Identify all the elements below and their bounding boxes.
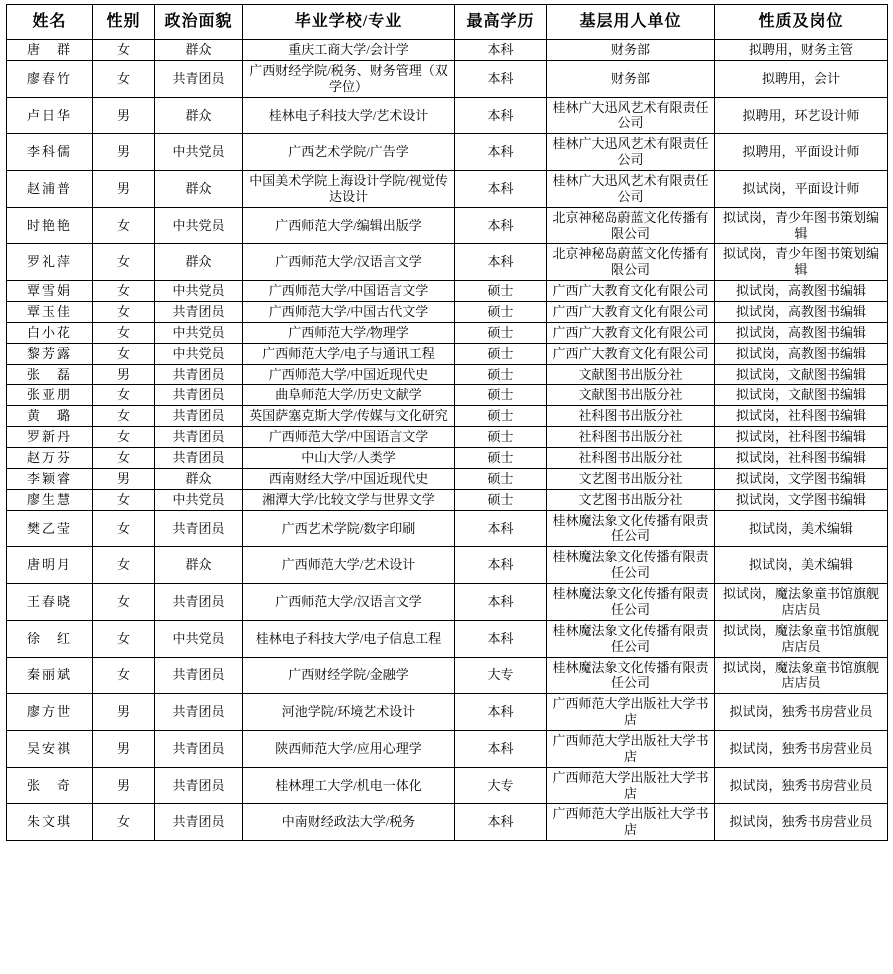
cell-nature-and-post: 拟试岗，独秀书房营业员 xyxy=(715,730,888,767)
cell-name: 樊乙莹 xyxy=(7,510,93,547)
table-row xyxy=(7,343,888,364)
cell-nature-and-post: 拟试岗，文献图书编辑 xyxy=(715,364,888,385)
cell-gender: 男 xyxy=(93,134,155,171)
cell-name: 秦丽斌 xyxy=(7,657,93,694)
cell-highest-degree: 本科 xyxy=(455,134,547,171)
cell-highest-degree: 本科 xyxy=(455,60,547,97)
cell-name: 廖春竹 xyxy=(7,60,93,97)
column-header-nature-and-post: 性质及岗位 xyxy=(715,5,888,40)
cell-name: 罗新丹 xyxy=(7,427,93,448)
cell-highest-degree: 大专 xyxy=(455,657,547,694)
cell-highest-degree: 硕士 xyxy=(455,406,547,427)
cell-nature-and-post: 拟试岗，高教图书编辑 xyxy=(715,281,888,302)
cell-gender: 女 xyxy=(93,510,155,547)
cell-name: 廖方世 xyxy=(7,694,93,731)
cell-highest-degree: 硕士 xyxy=(455,364,547,385)
cell-school-major: 英国萨塞克斯大学/传媒与文化研究 xyxy=(243,406,455,427)
cell-gender: 女 xyxy=(93,584,155,621)
table-header-row xyxy=(7,5,888,40)
cell-name: 赵浦普 xyxy=(7,171,93,208)
cell-employer-unit: 财务部 xyxy=(547,40,715,61)
cell-name: 赵万芬 xyxy=(7,448,93,469)
cell-nature-and-post: 拟试岗，文学图书编辑 xyxy=(715,489,888,510)
cell-highest-degree: 大专 xyxy=(455,767,547,804)
cell-school-major: 中国美术学院上海设计学院/视觉传达设计 xyxy=(243,171,455,208)
column-header-name: 姓名 xyxy=(7,5,93,40)
cell-nature-and-post: 拟试岗，高教图书编辑 xyxy=(715,322,888,343)
table-row xyxy=(7,767,888,804)
table-row xyxy=(7,134,888,171)
cell-name: 黎芳露 xyxy=(7,343,93,364)
cell-nature-and-post: 拟试岗，社科图书编辑 xyxy=(715,427,888,448)
cell-highest-degree: 硕士 xyxy=(455,302,547,323)
cell-school-major: 中南财经政法大学/税务 xyxy=(243,804,455,841)
cell-political-status: 共青团员 xyxy=(155,302,243,323)
cell-nature-and-post: 拟试岗，社科图书编辑 xyxy=(715,448,888,469)
cell-political-status: 群众 xyxy=(155,171,243,208)
cell-school-major: 广西师范大学/中国语言文学 xyxy=(243,427,455,448)
cell-political-status: 中共党员 xyxy=(155,134,243,171)
cell-highest-degree: 本科 xyxy=(455,620,547,657)
table-row xyxy=(7,322,888,343)
cell-nature-and-post: 拟试岗，青少年图书策划编辑 xyxy=(715,207,888,244)
cell-political-status: 群众 xyxy=(155,97,243,134)
cell-highest-degree: 硕士 xyxy=(455,489,547,510)
cell-gender: 男 xyxy=(93,468,155,489)
cell-school-major: 中山大学/人类学 xyxy=(243,448,455,469)
cell-name: 黄 璐 xyxy=(7,406,93,427)
table-row xyxy=(7,694,888,731)
table-row xyxy=(7,171,888,208)
table-row xyxy=(7,620,888,657)
cell-name: 王春晓 xyxy=(7,584,93,621)
cell-employer-unit: 文艺图书出版分社 xyxy=(547,468,715,489)
cell-nature-and-post: 拟试岗，美术编辑 xyxy=(715,510,888,547)
cell-nature-and-post: 拟试岗，独秀书房营业员 xyxy=(715,767,888,804)
cell-name: 唐 群 xyxy=(7,40,93,61)
cell-school-major: 广西艺术学院/数字印刷 xyxy=(243,510,455,547)
cell-political-status: 群众 xyxy=(155,40,243,61)
table-row xyxy=(7,427,888,448)
cell-gender: 男 xyxy=(93,730,155,767)
cell-highest-degree: 本科 xyxy=(455,171,547,208)
cell-name: 卢日华 xyxy=(7,97,93,134)
table-row xyxy=(7,406,888,427)
cell-name: 朱文琪 xyxy=(7,804,93,841)
cell-name: 张 磊 xyxy=(7,364,93,385)
cell-name: 吴安祺 xyxy=(7,730,93,767)
table-row xyxy=(7,281,888,302)
cell-school-major: 广西师范大学/物理学 xyxy=(243,322,455,343)
cell-name: 李颖睿 xyxy=(7,468,93,489)
cell-highest-degree: 硕士 xyxy=(455,385,547,406)
cell-gender: 女 xyxy=(93,489,155,510)
cell-gender: 女 xyxy=(93,302,155,323)
table-row xyxy=(7,40,888,61)
recruitment-roster-table xyxy=(6,4,888,841)
table-row xyxy=(7,385,888,406)
cell-employer-unit: 广西广大教育文化有限公司 xyxy=(547,281,715,302)
cell-employer-unit: 广西师范大学出版社大学书店 xyxy=(547,767,715,804)
cell-employer-unit: 桂林魔法象文化传播有限责任公司 xyxy=(547,657,715,694)
cell-political-status: 共青团员 xyxy=(155,767,243,804)
cell-political-status: 群众 xyxy=(155,468,243,489)
cell-highest-degree: 硕士 xyxy=(455,281,547,302)
cell-political-status: 共青团员 xyxy=(155,385,243,406)
cell-employer-unit: 桂林广大迅风艺术有限责任公司 xyxy=(547,97,715,134)
cell-political-status: 群众 xyxy=(155,547,243,584)
cell-nature-and-post: 拟试岗，高教图书编辑 xyxy=(715,343,888,364)
cell-political-status: 共青团员 xyxy=(155,364,243,385)
cell-name: 时艳艳 xyxy=(7,207,93,244)
table-row xyxy=(7,510,888,547)
table-row xyxy=(7,302,888,323)
cell-highest-degree: 本科 xyxy=(455,510,547,547)
cell-employer-unit: 财务部 xyxy=(547,60,715,97)
cell-name: 李科儒 xyxy=(7,134,93,171)
cell-highest-degree: 本科 xyxy=(455,730,547,767)
cell-employer-unit: 文献图书出版分社 xyxy=(547,385,715,406)
cell-nature-and-post: 拟聘用，平面设计师 xyxy=(715,134,888,171)
cell-name: 张亚朋 xyxy=(7,385,93,406)
cell-school-major: 桂林电子科技大学/电子信息工程 xyxy=(243,620,455,657)
cell-political-status: 中共党员 xyxy=(155,620,243,657)
cell-nature-and-post: 拟试岗，文学图书编辑 xyxy=(715,468,888,489)
cell-employer-unit: 文献图书出版分社 xyxy=(547,364,715,385)
cell-highest-degree: 本科 xyxy=(455,547,547,584)
cell-school-major: 广西财经学院/税务、财务管理（双学位） xyxy=(243,60,455,97)
cell-nature-and-post: 拟试岗，独秀书房营业员 xyxy=(715,694,888,731)
table-row xyxy=(7,730,888,767)
column-header-employer-unit: 基层用人单位 xyxy=(547,5,715,40)
cell-name: 张 奇 xyxy=(7,767,93,804)
cell-school-major: 广西师范大学/电子与通讯工程 xyxy=(243,343,455,364)
cell-political-status: 共青团员 xyxy=(155,584,243,621)
cell-school-major: 桂林电子科技大学/艺术设计 xyxy=(243,97,455,134)
cell-nature-and-post: 拟试岗，魔法象童书馆旗舰店店员 xyxy=(715,657,888,694)
cell-school-major: 广西师范大学/中国近现代史 xyxy=(243,364,455,385)
table-row xyxy=(7,657,888,694)
cell-school-major: 曲阜师范大学/历史文献学 xyxy=(243,385,455,406)
cell-nature-and-post: 拟试岗，魔法象童书馆旗舰店店员 xyxy=(715,620,888,657)
table-row xyxy=(7,448,888,469)
cell-political-status: 共青团员 xyxy=(155,427,243,448)
cell-school-major: 广西财经学院/金融学 xyxy=(243,657,455,694)
cell-employer-unit: 桂林魔法象文化传播有限责任公司 xyxy=(547,510,715,547)
cell-employer-unit: 广西师范大学出版社大学书店 xyxy=(547,730,715,767)
cell-school-major: 广西师范大学/汉语言文学 xyxy=(243,244,455,281)
cell-political-status: 共青团员 xyxy=(155,406,243,427)
cell-gender: 女 xyxy=(93,385,155,406)
cell-highest-degree: 硕士 xyxy=(455,322,547,343)
cell-gender: 男 xyxy=(93,171,155,208)
cell-highest-degree: 本科 xyxy=(455,97,547,134)
cell-political-status: 共青团员 xyxy=(155,694,243,731)
cell-political-status: 中共党员 xyxy=(155,343,243,364)
cell-gender: 女 xyxy=(93,343,155,364)
cell-highest-degree: 本科 xyxy=(455,244,547,281)
cell-gender: 女 xyxy=(93,448,155,469)
cell-name: 廖生慧 xyxy=(7,489,93,510)
cell-employer-unit: 广西广大教育文化有限公司 xyxy=(547,343,715,364)
cell-highest-degree: 硕士 xyxy=(455,427,547,448)
cell-nature-and-post: 拟聘用，环艺设计师 xyxy=(715,97,888,134)
cell-gender: 女 xyxy=(93,657,155,694)
cell-gender: 女 xyxy=(93,322,155,343)
cell-highest-degree: 硕士 xyxy=(455,343,547,364)
cell-gender: 女 xyxy=(93,281,155,302)
cell-name: 覃雪娟 xyxy=(7,281,93,302)
cell-nature-and-post: 拟试岗，社科图书编辑 xyxy=(715,406,888,427)
table-row xyxy=(7,547,888,584)
table-row xyxy=(7,584,888,621)
table-body xyxy=(7,40,888,841)
cell-school-major: 广西师范大学/中国古代文学 xyxy=(243,302,455,323)
column-header-gender: 性别 xyxy=(93,5,155,40)
cell-employer-unit: 广西广大教育文化有限公司 xyxy=(547,302,715,323)
cell-employer-unit: 广西广大教育文化有限公司 xyxy=(547,322,715,343)
cell-gender: 女 xyxy=(93,620,155,657)
cell-political-status: 中共党员 xyxy=(155,322,243,343)
cell-nature-and-post: 拟试岗，平面设计师 xyxy=(715,171,888,208)
cell-political-status: 共青团员 xyxy=(155,730,243,767)
cell-nature-and-post: 拟试岗，魔法象童书馆旗舰店店员 xyxy=(715,584,888,621)
cell-employer-unit: 文艺图书出版分社 xyxy=(547,489,715,510)
cell-nature-and-post: 拟试岗，美术编辑 xyxy=(715,547,888,584)
cell-name: 唐明月 xyxy=(7,547,93,584)
table-row xyxy=(7,97,888,134)
cell-highest-degree: 硕士 xyxy=(455,468,547,489)
table-row xyxy=(7,364,888,385)
cell-school-major: 西南财经大学/中国近现代史 xyxy=(243,468,455,489)
cell-gender: 女 xyxy=(93,40,155,61)
cell-highest-degree: 本科 xyxy=(455,804,547,841)
cell-gender: 男 xyxy=(93,97,155,134)
cell-gender: 女 xyxy=(93,60,155,97)
cell-political-status: 中共党员 xyxy=(155,207,243,244)
cell-gender: 女 xyxy=(93,244,155,281)
cell-nature-and-post: 拟试岗，独秀书房营业员 xyxy=(715,804,888,841)
cell-gender: 女 xyxy=(93,207,155,244)
cell-gender: 女 xyxy=(93,547,155,584)
cell-employer-unit: 社科图书出版分社 xyxy=(547,427,715,448)
cell-name: 徐 红 xyxy=(7,620,93,657)
cell-employer-unit: 北京神秘岛蔚蓝文化传播有限公司 xyxy=(547,244,715,281)
cell-nature-and-post: 拟试岗，高教图书编辑 xyxy=(715,302,888,323)
cell-gender: 女 xyxy=(93,427,155,448)
cell-political-status: 共青团员 xyxy=(155,510,243,547)
cell-nature-and-post: 拟聘用，财务主管 xyxy=(715,40,888,61)
table-header xyxy=(7,5,888,40)
cell-name: 白小花 xyxy=(7,322,93,343)
column-header-school-major: 毕业学校/专业 xyxy=(243,5,455,40)
cell-political-status: 中共党员 xyxy=(155,489,243,510)
cell-political-status: 共青团员 xyxy=(155,804,243,841)
table-row xyxy=(7,468,888,489)
cell-employer-unit: 桂林魔法象文化传播有限责任公司 xyxy=(547,584,715,621)
cell-school-major: 广西师范大学/汉语言文学 xyxy=(243,584,455,621)
cell-school-major: 陕西师范大学/应用心理学 xyxy=(243,730,455,767)
table-row xyxy=(7,207,888,244)
cell-political-status: 共青团员 xyxy=(155,60,243,97)
cell-employer-unit: 广西师范大学出版社大学书店 xyxy=(547,804,715,841)
table-row xyxy=(7,804,888,841)
cell-name: 覃玉佳 xyxy=(7,302,93,323)
cell-employer-unit: 桂林广大迅风艺术有限责任公司 xyxy=(547,171,715,208)
cell-highest-degree: 硕士 xyxy=(455,448,547,469)
cell-school-major: 桂林理工大学/机电一体化 xyxy=(243,767,455,804)
table-row xyxy=(7,244,888,281)
cell-political-status: 中共党员 xyxy=(155,281,243,302)
cell-school-major: 重庆工商大学/会计学 xyxy=(243,40,455,61)
cell-highest-degree: 本科 xyxy=(455,584,547,621)
cell-school-major: 广西师范大学/艺术设计 xyxy=(243,547,455,584)
cell-political-status: 群众 xyxy=(155,244,243,281)
cell-employer-unit: 桂林广大迅风艺术有限责任公司 xyxy=(547,134,715,171)
cell-school-major: 河池学院/环境艺术设计 xyxy=(243,694,455,731)
cell-employer-unit: 桂林魔法象文化传播有限责任公司 xyxy=(547,620,715,657)
cell-employer-unit: 广西师范大学出版社大学书店 xyxy=(547,694,715,731)
cell-employer-unit: 桂林魔法象文化传播有限责任公司 xyxy=(547,547,715,584)
cell-political-status: 共青团员 xyxy=(155,657,243,694)
cell-gender: 男 xyxy=(93,767,155,804)
cell-school-major: 广西师范大学/编辑出版学 xyxy=(243,207,455,244)
cell-employer-unit: 社科图书出版分社 xyxy=(547,448,715,469)
cell-gender: 男 xyxy=(93,364,155,385)
table-row xyxy=(7,60,888,97)
cell-nature-and-post: 拟试岗，青少年图书策划编辑 xyxy=(715,244,888,281)
table-row xyxy=(7,489,888,510)
column-header-political-status: 政治面貌 xyxy=(155,5,243,40)
cell-gender: 男 xyxy=(93,694,155,731)
cell-nature-and-post: 拟试岗，文献图书编辑 xyxy=(715,385,888,406)
cell-gender: 女 xyxy=(93,406,155,427)
cell-political-status: 共青团员 xyxy=(155,448,243,469)
cell-highest-degree: 本科 xyxy=(455,40,547,61)
cell-employer-unit: 社科图书出版分社 xyxy=(547,406,715,427)
cell-school-major: 广西艺术学院/广告学 xyxy=(243,134,455,171)
cell-highest-degree: 本科 xyxy=(455,207,547,244)
cell-employer-unit: 北京神秘岛蔚蓝文化传播有限公司 xyxy=(547,207,715,244)
cell-school-major: 湘潭大学/比较文学与世界文学 xyxy=(243,489,455,510)
cell-gender: 女 xyxy=(93,804,155,841)
cell-school-major: 广西师范大学/中国语言文学 xyxy=(243,281,455,302)
cell-name: 罗礼萍 xyxy=(7,244,93,281)
cell-nature-and-post: 拟聘用，会计 xyxy=(715,60,888,97)
column-header-highest-degree: 最高学历 xyxy=(455,5,547,40)
cell-highest-degree: 本科 xyxy=(455,694,547,731)
